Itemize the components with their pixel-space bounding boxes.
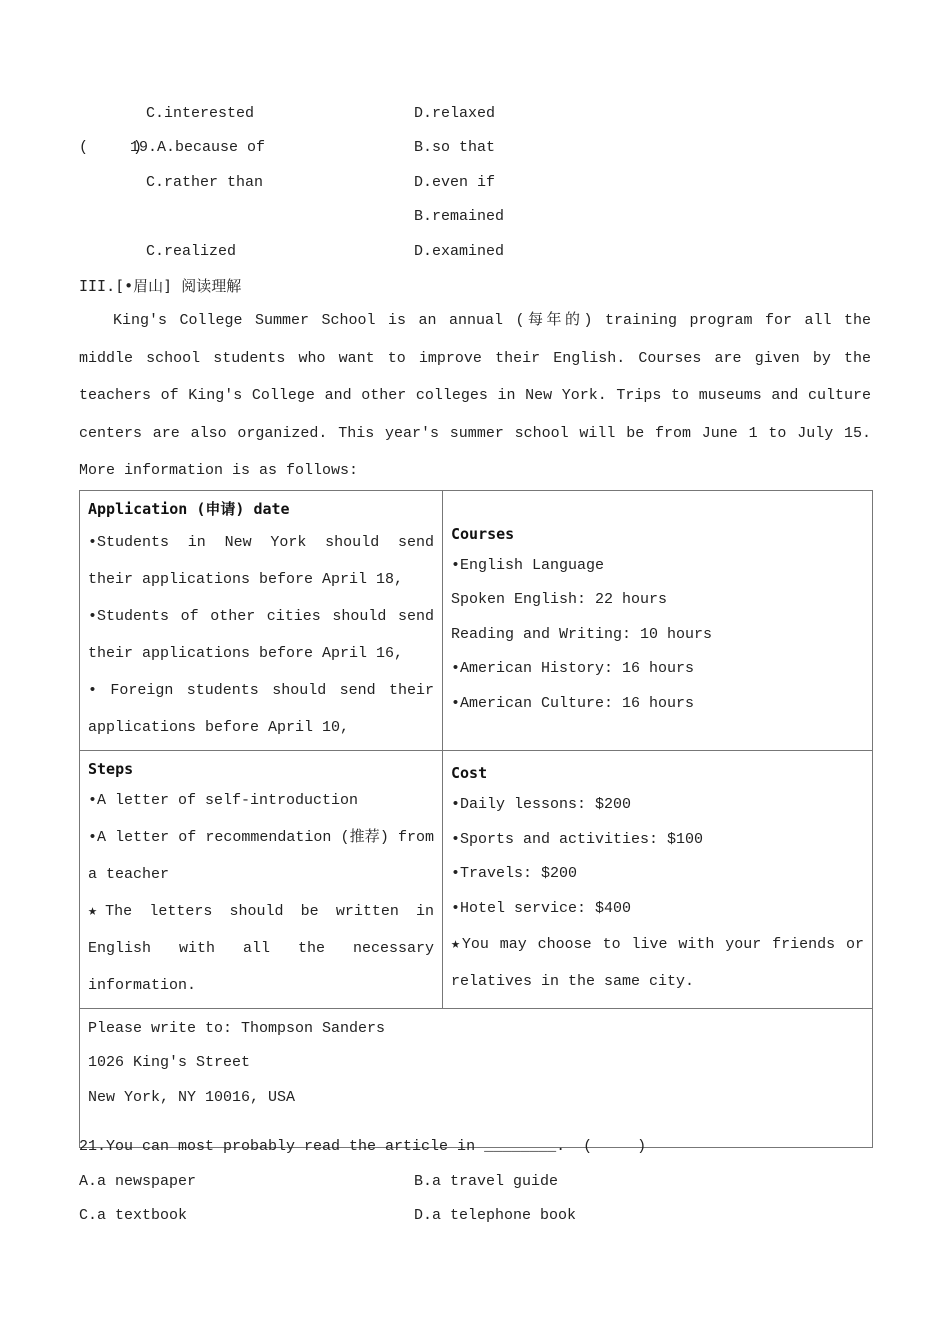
address-line: New York, NY 10016, USA [88, 1088, 296, 1106]
q21-stem: 21.You can most probably read the article in ________. ( ) [79, 1138, 647, 1155]
q20-option-d: D.examined [414, 243, 505, 260]
q20-option-b: B.remained [414, 208, 505, 225]
intro-text: King's College Summer School is an annual (每年的) training program for all the middle school students who want to improve their English. Courses are given by the teachers of King's College and other colleges in New York. Trips to museums and culture centers are also organized. This year's summer school will be from June 1 to July 15. More information is as follows: [79, 312, 871, 479]
courses-item: •American Culture: 16 hours [451, 694, 695, 712]
q18-option-d: D.relaxed [414, 105, 496, 122]
section-heading: III.[•眉山] 阅读理解 [79, 277, 242, 295]
courses-item: Reading and Writing: 10 hours [451, 625, 713, 643]
q21-option-b: B.a travel guide [414, 1173, 559, 1190]
table-row [80, 751, 873, 1009]
cost-item: •Travels: $200 [451, 865, 578, 882]
steps-item: •A letter of recommendation (推荐) from a teacher [88, 828, 434, 883]
q19-option-c: C.rather than [146, 174, 264, 191]
q19-option-a: 19.A.because of [130, 139, 266, 156]
cost-item: •Sports and activities: $100 [451, 830, 704, 848]
q21-option-a: A.a newspaper [79, 1173, 197, 1190]
courses-item: Spoken English: 22 hours [451, 591, 668, 609]
q20-option-c: C.realized [146, 243, 237, 260]
address-line: Please write to: Thompson Sanders [88, 1019, 386, 1037]
q19-option-b: B.so that [414, 139, 496, 156]
cost-item: •Daily lessons: $200 [451, 796, 632, 813]
cost-note: ★You may choose to live with your friends or relatives in the same city. [451, 936, 864, 990]
application-item: •Students of other cities should send their applications before April 16, [88, 608, 434, 662]
address-line: 1026 King's Street [88, 1054, 251, 1071]
q19-option-d: D.even if [414, 174, 496, 191]
application-title: Application (申请) date [88, 500, 290, 518]
application-cell [80, 491, 443, 751]
steps-item: •A letter of self-introduction [88, 792, 359, 809]
steps-cell [80, 751, 443, 1009]
q21-option-d: D.a telephone book [414, 1207, 577, 1224]
q19-answer-paren: ( ) [79, 139, 143, 156]
steps-note: ★The letters should be written in English with all the necessary information. [88, 902, 434, 994]
courses-item: •American History: 16 hours [451, 660, 695, 678]
table-row [80, 491, 873, 751]
cost-cell [443, 751, 873, 1009]
intro-paragraph [79, 302, 871, 490]
courses-title: Courses [451, 524, 515, 543]
table-row [80, 1008, 873, 1147]
cost-title: Cost [451, 764, 488, 782]
application-item: • Foreign students should send their applications before April 10, [88, 682, 434, 736]
q21-option-c: C.a textbook [79, 1207, 188, 1224]
q18-option-c: C.interested [146, 105, 255, 122]
courses-item: •English Language [451, 556, 605, 574]
cost-item: •Hotel service: $400 [451, 899, 632, 917]
info-table [79, 490, 873, 1148]
courses-cell [443, 491, 873, 751]
steps-title: Steps [88, 760, 134, 778]
address-cell [80, 1008, 873, 1147]
application-item: •Students in New York should send their applications before April 18, [88, 534, 434, 588]
